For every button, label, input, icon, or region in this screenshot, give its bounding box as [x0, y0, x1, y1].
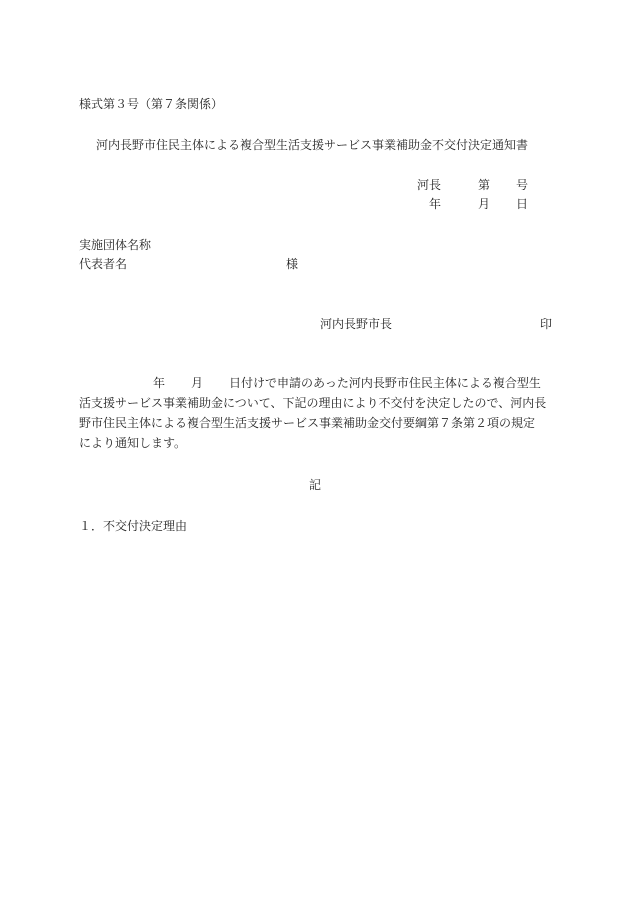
issuer-name: 河内長野市長	[320, 317, 393, 331]
notice-body	[79, 373, 553, 453]
representative-label: 代表者名	[79, 257, 128, 271]
body-line-4: により通知します。	[79, 436, 187, 450]
doc-number-dai: 第	[478, 178, 491, 192]
honorific: 様	[286, 257, 299, 271]
body-line-1-text: 日付けで申請のあった河内長野市住民主体による複合型生	[229, 376, 541, 390]
body-year: 年	[153, 376, 166, 390]
document-title: 河内長野市住民主体による複合型生活支援サービス事業補助金不交付決定通知書	[96, 138, 529, 152]
doc-number-prefix: 河長	[417, 178, 442, 192]
body-month: 月	[191, 376, 204, 390]
org-name-label: 実施団体名称	[79, 238, 152, 252]
body-line-3: 野市住民主体による複合型生活支援サービス事業補助金交付要綱第７条第２項の規定	[79, 416, 536, 430]
form-number: 様式第３号（第７条関係）	[79, 97, 224, 111]
date-month: 月	[478, 197, 491, 211]
body-line-2: 活支援サービス事業補助金について、下記の理由により不交付を決定したので、河内長	[79, 396, 547, 410]
doc-number-go: 号	[516, 178, 529, 192]
reason-heading: １．不交付決定理由	[79, 519, 188, 533]
date-day: 日	[516, 197, 529, 211]
seal-mark: 印	[540, 317, 553, 331]
date-year: 年	[429, 197, 442, 211]
body-line-1	[79, 373, 553, 393]
ki-heading: 記	[309, 478, 322, 492]
